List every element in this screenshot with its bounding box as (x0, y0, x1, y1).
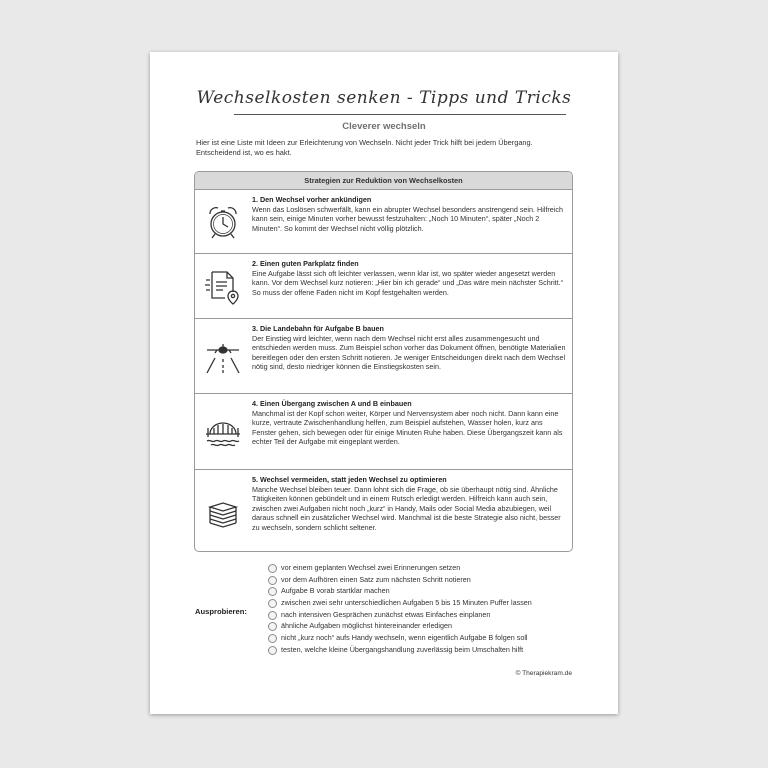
paper-stack-icon (203, 493, 243, 533)
strategy-body-4: Manchmal ist der Kopf schon weiter, Körper und Nervensystem aber noch nicht. Dann kann eine kurze, vertraute Zwischenhandlung helfen, zum Beispiel aufstehen, Wasser holen, kurz ans Fenster gehen, sich bewegen oder für einige Minuten Ruhe haben. Diese Übergangszeit kann als echter Teil der Aufgabe mit eingeplant werden. (252, 408, 563, 447)
try-list (268, 562, 598, 656)
strategy-row-5 (195, 470, 572, 552)
radio-button[interactable] (268, 611, 277, 620)
try-item[interactable]: vor einem geplanten Wechsel zwei Erinnerungen setzen (268, 562, 598, 574)
airplane-runway-icon (203, 336, 243, 376)
strategy-title-2: 2. Einen guten Parkplatz finden (252, 259, 359, 268)
strategy-row-1 (195, 190, 572, 254)
strategies-table (194, 171, 573, 552)
strategy-text-3 (252, 324, 566, 372)
try-item[interactable]: ähnliche Aufgaben möglichst hintereinander erledigen (268, 620, 598, 632)
radio-button[interactable] (268, 576, 277, 585)
strategy-text-1 (252, 195, 566, 233)
radio-button[interactable] (268, 599, 277, 608)
strategy-title-5: 5. Wechsel vermeiden, statt jeden Wechsel zu optimieren (252, 475, 447, 484)
try-label: Ausprobieren: (195, 607, 247, 616)
strategy-row-2 (195, 254, 572, 319)
title-underline (234, 114, 566, 115)
document-location-icon (203, 266, 243, 306)
radio-button[interactable] (268, 564, 277, 573)
strategy-body-3: Der Einstieg wird leichter, wenn nach dem Wechsel nicht erst alles zusammengesucht und entschieden werden muss. Zum Beispiel schon vorher das Dokument öffnen, benötigte Materialien bereitlegen oder den ersten Schritt notieren. Je weniger Entscheidungen direkt nach dem Wechsel nötig sind, desto niedriger können die Einstiegskosten sein. (252, 333, 566, 372)
try-item[interactable]: nach intensiven Gesprächen zunächst etwas Einfaches einplanen (268, 609, 598, 621)
try-item[interactable]: zwischen zwei sehr unterschiedlichen Aufgaben 5 bis 15 Minuten Puffer lassen (268, 597, 598, 609)
intro-text: Hier ist eine Liste mit Ideen zur Erleichterung von Wechseln. Nicht jeder Trick hilft bei jedem Übergang. Entscheidend ist, wo es hakt. (196, 138, 533, 158)
strategies-header: Strategien zur Reduktion von Wechselkosten (195, 172, 572, 190)
radio-button[interactable] (268, 622, 277, 631)
page-title: Wechselkosten senken - Tipps und Tricks (196, 88, 572, 108)
strategy-text-5 (252, 475, 566, 533)
strategy-body-2: Eine Aufgabe lässt sich oft leichter verlassen, wenn klar ist, wo später wieder angesetzt werden kann. Vor dem Wechsel kurz notieren: „Hier bin ich gerade“ und „Das wäre mein nächster Schritt.“ So muss der offene Faden nicht im Kopf festgehalten werden. (252, 268, 564, 297)
strategy-title-4: 4. Einen Übergang zwischen A und B einbauen (252, 399, 412, 408)
radio-button[interactable] (268, 646, 277, 655)
alarm-clock-icon (203, 202, 243, 242)
radio-button[interactable] (268, 634, 277, 643)
strategy-row-3 (195, 319, 572, 394)
strategy-text-4 (252, 399, 566, 447)
radio-button[interactable] (268, 587, 277, 596)
strategy-text-2 (252, 259, 566, 297)
try-item[interactable]: vor dem Aufhören einen Satz zum nächsten Schritt notieren (268, 574, 598, 586)
page-subtitle: Cleverer wechseln (342, 121, 426, 132)
strategy-body-5: Manche Wechsel bleiben teuer. Dann lohnt sich die Frage, ob sie überhaupt nötig sind. Ähnliche Tätigkeiten können gebündelt und in einem Rutsch erledigt werden. Hilfreich kann auch sein, zwischen zwei Aufgaben nicht noch „kurz“ in Handy, Mails oder Social Media abzubiegen, weil daraus schnell ein zusätzlicher Wechsel wird. Manchmal ist die beste Strategie also nicht, besser zu wechseln, sondern schlicht seltener. (252, 484, 561, 532)
try-item[interactable]: nicht „kurz noch“ aufs Handy wechseln, wenn eigentlich Aufgabe B folgen soll (268, 632, 598, 644)
bridge-icon (203, 412, 243, 452)
try-item[interactable]: Aufgabe B vorab startklar machen (268, 585, 598, 597)
worksheet-page (150, 52, 618, 714)
strategy-title-1: 1. Den Wechsel vorher ankündigen (252, 195, 372, 204)
copyright-text: © Therapiekram.de (515, 670, 572, 677)
strategy-title-3: 3. Die Landebahn für Aufgabe B bauen (252, 324, 384, 333)
try-item[interactable]: testen, welche kleine Übergangshandlung zuverlässig beim Umschalten hilft (268, 644, 598, 656)
strategy-row-4 (195, 394, 572, 470)
strategy-body-1: Wenn das Loslösen schwerfällt, kann ein abrupter Wechsel besonders anstrengend sein. Hilfreich kann sein, einige Minuten vorher bewusst festzuhalten: „Noch 10 Minuten“, später „Noch 2 Minuten“. So kommt der Wechsel nicht völlig plötzlich. (252, 204, 563, 233)
